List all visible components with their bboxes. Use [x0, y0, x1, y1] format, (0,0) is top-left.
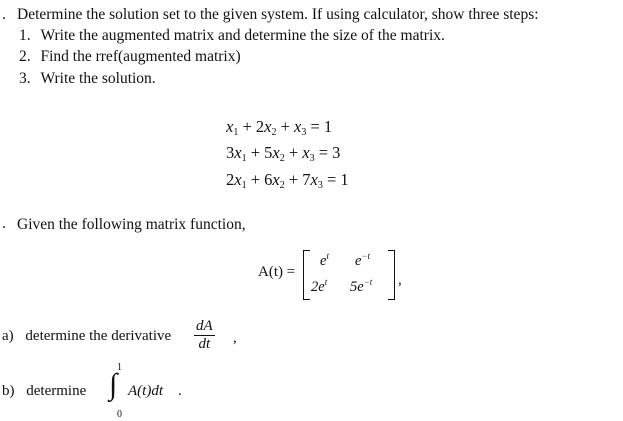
- derivative-fraction: [194, 318, 215, 353]
- fraction-denominator: dt: [198, 336, 211, 352]
- matrix-right-bracket: [388, 250, 395, 300]
- fraction-numerator: dA: [196, 318, 213, 334]
- part-a: [2, 328, 171, 345]
- problem2-bullet: .: [2, 215, 6, 232]
- step-3: [19, 70, 156, 88]
- matrix-left-bracket: [303, 250, 310, 300]
- problem1-intro: Determine the solution set to the given system. If using calculator, show three steps:: [17, 6, 539, 23]
- matrix-cell-r2c2: $5e^{-t}$: [350, 277, 373, 295]
- integral-lower-limit: 0: [117, 409, 122, 420]
- problem1-bullet: .: [2, 6, 6, 23]
- part-b-text: determine: [26, 383, 87, 399]
- matrix-cell-r1c1: $e^t$: [320, 251, 329, 269]
- step-1: [19, 27, 445, 45]
- step-text: Write the augmented matrix and determine the size of the matrix.: [40, 27, 445, 44]
- step-text: Write the solution.: [40, 70, 156, 87]
- part-a-text: determine the derivative: [25, 328, 172, 344]
- step-text: Find the rref(augmented matrix): [40, 48, 241, 65]
- part-b-trailing-period: .: [178, 383, 182, 399]
- part-a-trailing-comma: ,: [233, 330, 237, 346]
- step-number: 2.: [19, 48, 31, 65]
- matrix-cell-r2c1: $2e^t$: [311, 277, 328, 295]
- matrix-lhs: A(t) =: [258, 264, 296, 280]
- part-b-label: b): [2, 383, 15, 399]
- integral-upper-limit: 1: [117, 362, 122, 373]
- matrix-cell-r1c2: $e^{-t}$: [355, 251, 371, 269]
- part-b: [2, 383, 86, 400]
- equation-1: $x_1 + 2x_2 + x_3 = 1$: [226, 117, 333, 138]
- integral-sign: ∫: [109, 368, 118, 401]
- step-number: 3.: [19, 70, 31, 87]
- integrand: A(t)dt: [128, 383, 163, 399]
- part-a-label: a): [2, 328, 14, 344]
- matrix-trailing-comma: ,: [398, 272, 402, 288]
- step-2: [19, 48, 241, 66]
- equation-2: $3x_1 + 5x_2 + x_3 = 3$: [226, 143, 341, 164]
- problem2-intro: Given the following matrix function,: [17, 216, 246, 233]
- step-number: 1.: [19, 27, 31, 44]
- equation-3: $2x_1 + 6x_2 + 7x_3 = 1$: [226, 170, 349, 191]
